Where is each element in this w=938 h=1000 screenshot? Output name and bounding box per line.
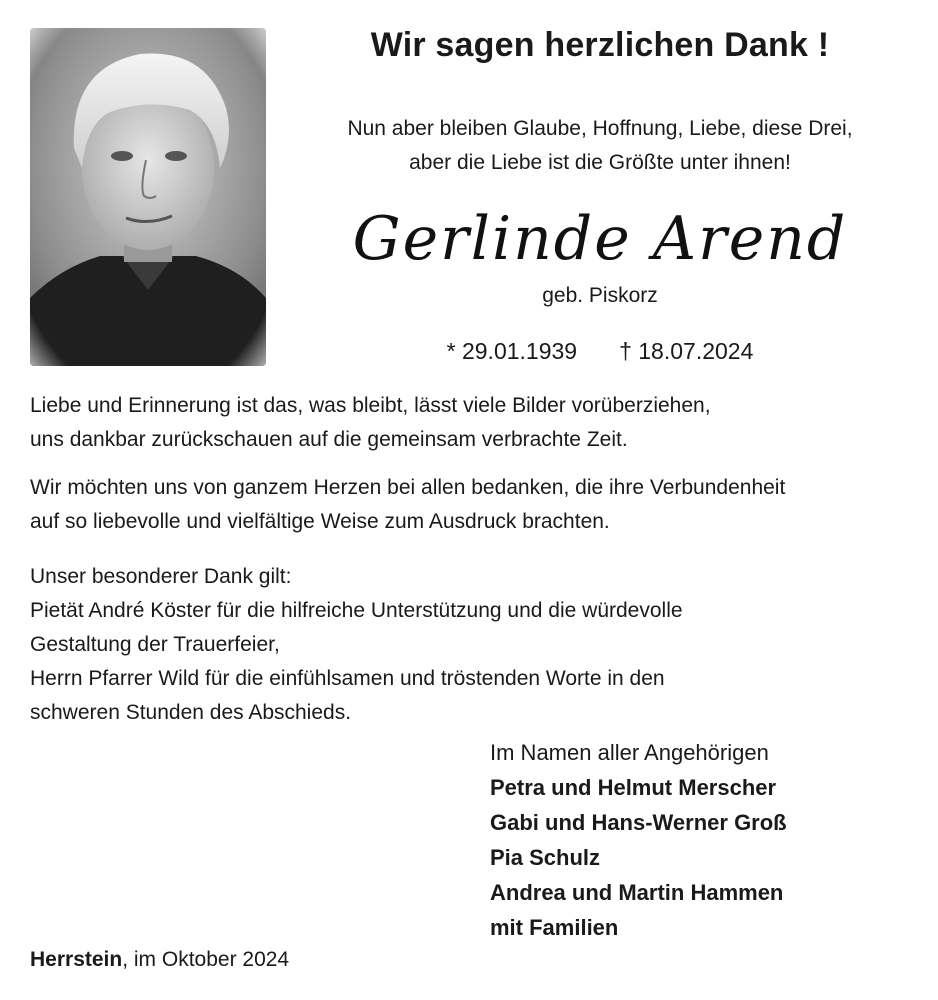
text-line: uns dankbar zurückschauen auf die gemeinsam verbrachte Zeit.: [30, 428, 628, 451]
portrait-photo: [30, 28, 266, 366]
birth-date: * 29.01.1939: [446, 338, 578, 364]
deceased-name: Gerlinde Arend: [352, 204, 848, 274]
text-line: Liebe und Erinnerung ist das, was bleibt, lässt viele Bilder vorüberziehen,: [30, 394, 711, 417]
text-line: Pietät André Köster für die hilfreiche Unterstützung und die würdevolle: [30, 599, 683, 622]
verse-line: Nun aber bleiben Glaube, Hoffnung, Liebe, diese Drei,: [347, 117, 853, 140]
life-dates: [290, 338, 910, 365]
text-line: Herrn Pfarrer Wild für die einfühlsamen und tröstenden Worte in den: [30, 667, 665, 690]
text-line: Wir möchten uns von ganzem Herzen bei allen bedanken, die ihre Verbundenheit: [30, 476, 786, 499]
family-name: mit Familien: [490, 915, 619, 940]
text-line: auf so liebevolle und vielfältige Weise zum Ausdruck brachten.: [30, 510, 610, 533]
signoff-intro: Im Namen aller Angehörigen: [490, 740, 769, 765]
text-line: schweren Stunden des Abschieds.: [30, 701, 352, 724]
thanks-heading: Wir sagen herzlichen Dank !: [370, 26, 830, 64]
family-name: Petra und Helmut Merscher: [490, 775, 777, 800]
maiden-name: geb. Piskorz: [542, 284, 658, 307]
text-line: Unser besonderer Dank gilt:: [30, 565, 292, 588]
text-line: Gestaltung der Trauerfeier,: [30, 633, 280, 656]
place-name: Herrstein: [30, 948, 123, 971]
family-name: Andrea und Martin Hammen: [490, 880, 784, 905]
paragraph-special-thanks: [30, 560, 910, 730]
bible-verse: [290, 112, 910, 180]
family-name: Gabi und Hans-Werner Groß: [490, 810, 787, 835]
notice-date: , im Oktober 2024: [122, 948, 290, 971]
death-date: † 18.07.2024: [619, 338, 754, 364]
place-date: [30, 948, 289, 972]
portrait-image: [30, 28, 266, 366]
verse-line: aber die Liebe ist die Größte unter ihnen!: [409, 151, 791, 174]
family-signoff: [490, 735, 910, 945]
family-name: Pia Schulz: [490, 845, 601, 870]
paragraph-thanks: [30, 471, 910, 539]
paragraph-memory: [30, 389, 910, 457]
